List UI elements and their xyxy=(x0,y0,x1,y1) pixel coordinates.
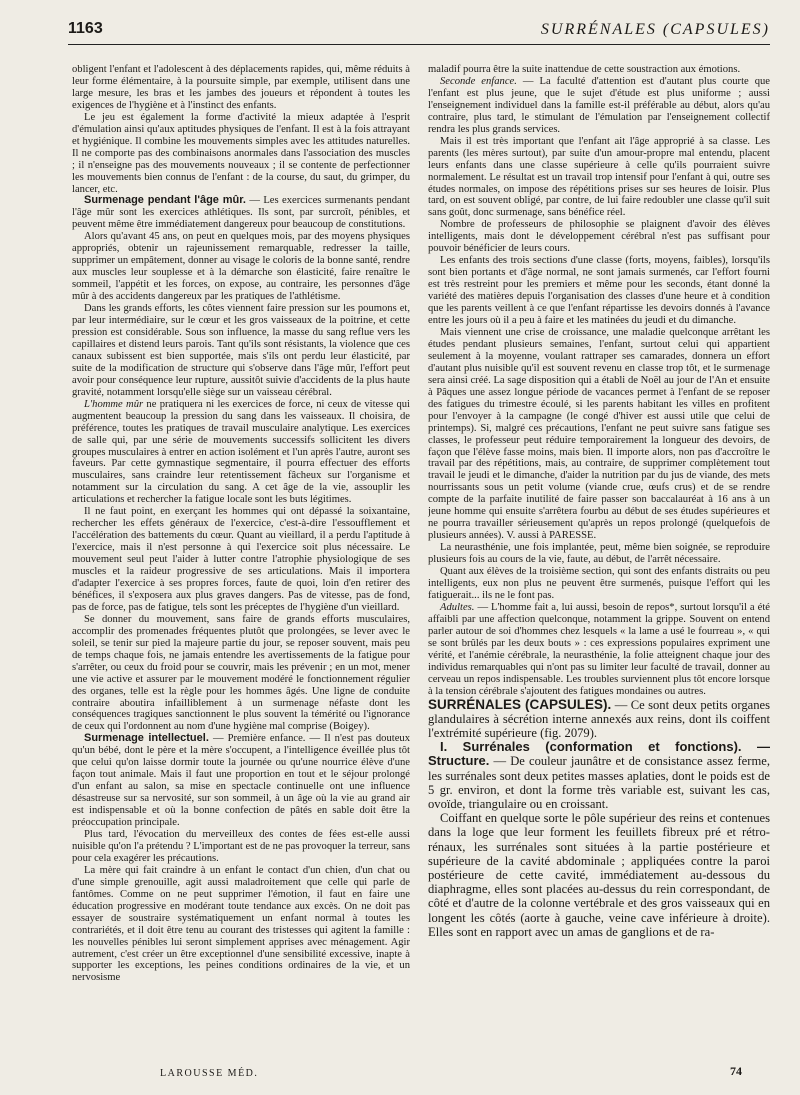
paragraph xyxy=(428,542,770,566)
paragraph-text: ne pratiquera ni les exercices de force, ni ceux de vitesse qui augmentent beaucoup la pression du sang dans les vaisseaux. Il choisira, de préférence, toutes les pratiques de travail musculaire analytique. Les exercices de salle qui, par une série de mouvements successifs sollicitent les divers groupes musculaires à entrer en action isolément et l'un après l'autre, auront ses faveurs. Par cette gymnastique segmentaire, il pourra effectuer des efforts musculaires, sans craindre leur retentissement fâcheux sur l'organisme et notamment sur la circulation du sang. A cet âge de la vie, assouplir les articulations et rechercher la fatigue locale sont les buts légitimes. xyxy=(72,398,410,506)
paragraph xyxy=(72,506,410,614)
paragraph-text: Plus tard, l'évocation du merveilleux des contes de fées est-elle aussi nuisible qu'on l'a prétendu ? L'important est de ne pas provoquer la terreur, sans pour cela exagérer les précautions. xyxy=(72,829,410,864)
paragraph xyxy=(72,829,410,865)
paragraph-text: Alors qu'avant 45 ans, on peut en quelques mois, par des moyens physiques appropriés, obtenir un rajeunissement remarquable, redresser la taille, supprimer un empâtement, donner au visage le coloris de la bonne santé, rendre aux muscles leur souplesse et à la démarche son élasticité, faire renaître le sommeil, l'appétit et les forces, on expose, au contraire, les personnes d'âge mûr à des accidents dangereux par les pratiques de l'athlétisme. xyxy=(72,231,410,303)
paragraph-text: La neurasthénie, une fois implantée, peut, même bien soignée, se reproduire plusieurs fois au cours de la vie, faute, au début, de l'arrêt nécessaire. xyxy=(428,542,770,566)
paragraph-heading: Surmenage pendant l'âge mûr. xyxy=(84,194,246,207)
paragraph-text: — L'homme fait a, lui aussi, besoin de repos*, surtout lorsqu'il a été affaibli par une affection quelconque, notamment la grippe. Souvent on entend parler autour de soi d'hommes chez lesquels « la lame a usé le fourreau », « qui se sont brûlés par les deux bouts » : ces expressions populaires expriment une vérité, et l'anémie cérébrale, la neurasthénie, la folie atteignent chaque jour des individus remarquables qui n'ont pas su limiter leur faculté de travail, donner au cerveau un repos indispensable. Les troubles surviennent plus tôt encore lorsque à la tension cérébrale s'ajoutent des fatigues mondaines ou autres. xyxy=(428,601,770,697)
paragraph xyxy=(72,399,410,507)
paragraph xyxy=(72,195,410,231)
paragraph-text: Dans les grands efforts, les côtes viennent faire pression sur les poumons et, par leur intermédiaire, sur le cœur et les gros vaisseaux de la poitrine, et cette pression est considérable. Sous son influence, la masse du sang reflue vers les capillaires et distend leurs parois. Tant qu'ils sont résistants, la violence que ces canaux subissent est bien supportée, mais s'ils ont perdu leur élasticité, par suite de la modification de structure qui s'observe dans l'âge mûr, l'effort peut avoir pour conséquence leur rupture, aussitôt suivie d'accidents de la plus haute gravité, notamment lorsqu'elle siège sur un vaisseau cérébral. xyxy=(72,303,410,398)
running-title: SURRÉNALES (CAPSULES) xyxy=(540,21,770,38)
paragraph xyxy=(72,733,410,829)
paragraph-text: Nombre de professeurs de philosophie se plaignent d'avoir des élèves intelligents, mais dont le développement cérébral n'est pas suffisant pour pouvoir bénéficier de leurs cours. xyxy=(428,219,770,255)
paragraph-text: — De couleur jaunâtre et de consistance assez ferme, les surrénales sont deux petites masses aplaties, dont le poids est de 5 gr. environ, et dont la forme très variable est, suivant les cas, ovoïde, triangulaire ou en croissant. xyxy=(428,754,770,811)
paragraph xyxy=(72,112,410,196)
paragraph xyxy=(72,303,410,399)
paragraph-text: Mais viennent une crise de croissance, une maladie quelconque arrêtant les études pendant plusieurs semaines, l'enfant, surtout celui qui appartient seulement à la moyenne, voulant rattraper ses camarades, donnera un effort d'autant plus nuisible qu'il est souvent revenu en classe trop tôt, et le surmenage sera ainsi créé. La sage disposition qui a établi de Noël au jour de l'An et ensuite à Pâques une assez longue période de vacances permet à l'enfant de se reposer des fatigues du trimestre écoulé, si les parents habitant les villes en profitent pour l'envoyer à la campagne (le congé d'hiver est aussi utile que celui de printemps). Si, malgré ces précautions, l'enfant ne peut suivre sans fatigue ses classes, le professeur peut réduire temporairement la longueur des devoirs, de façon que l'élève fasse moins, mais bien. Il importe alors, non pas d'accroître le travail par des répétitions, mais, au contraire, de supprimer complètement tout travail le jeudi et le dimanche, d'aider la nutrition par du jus de viande, des mets nourrissants sous un petit volume (viande crue, œufs crus) et de se rendre compte de la parfaite inutilité de faire passer son baccalauréat à 16 ans à un jeune homme qui ensuite s'arrêtera fourbu au début de ses études supérieures et ne pourra travailler sérieusement qu'après un repos prolongé (quelquefois de plusieurs années). V. aussi à PARESSE. xyxy=(428,326,770,542)
entry-headword: SURRÉNALES (CAPSULES). xyxy=(428,696,612,712)
paragraph xyxy=(428,219,770,255)
paragraph-text: maladif pourra être la suite inattendue de cette soustraction aux émotions. xyxy=(428,64,741,75)
paragraph xyxy=(428,740,770,811)
paragraph xyxy=(428,566,770,602)
paragraph xyxy=(428,255,770,327)
paragraph-heading: I. Surrénales (conformation et fonctions). — Structure. xyxy=(428,739,770,769)
italic-lead: L'homme mûr xyxy=(84,398,144,410)
paragraph-text: — Première enfance. — Il n'est pas douteux qu'un bébé, dont le père et la mère s'occupent, a l'intelligence éveillée plus tôt que celui qu'on laisse dormir toute la journée ou qu'une nourrice élève d'une façon tout animale. Mais il faut une proportion en tout et le séjour prolongé d'un enfant au salon, sa mise en spectacle continuelle ont une influence désastreuse sur sa nervosité, sur son sommeil, à un âge où la vie au grand air est indispensable et où la bonne confection de pâtés en sable doit être la préoccupation principale. xyxy=(72,733,410,829)
left-column xyxy=(72,64,410,1039)
paragraph-text: Se donner du mouvement, sans faire de grands efforts musculaires, accomplir des promenades fréquentes plutôt que prolongées, se lever avec le soleil, se tenir sur pied la majeure partie du jour, se reposer souvent, mais peu de temps chaque fois, ne jamais entendre les avertissements de la fatigue pour s'arrêter, ou ceux du froid pour se couvrir, mais les prévenir ; en un mot, mener une vie active et assurer par le mouvement modéré le fonctionnement régulier des organes, telle est la règle pour les hommes âgés. Une ligne de conduite contraire aboutira infailliblement à un surmenage néfaste dont les conséquences tragiques sanctionnent le plus souvent la témérité ou l'ignorance de ceux qui l'ordonnent au nom d'une hygiène mal comprise (Boigey). xyxy=(72,613,410,733)
footer-sheet-number: 74 xyxy=(730,1064,742,1078)
paragraph-text: — La faculté d'attention est d'autant plus courte que l'enfant est plus jeune, que le sujet d'étude est plus uniforme ; aussi l'enseignement individuel dans la famille est-il préférable au début, alors qu'au contraire, plus tard, le stimulant de l'émulation par l'enseignement collectif rendra les plus grands services. xyxy=(428,75,770,135)
paragraph-text: — Ce sont deux petits organes glandulaires à sécrétion interne annexés aux reins, dont ils coiffent l'extrémité supérieure (fig. 2079). xyxy=(428,697,770,740)
paragraph xyxy=(72,614,410,734)
footer-publisher: LAROUSSE MÉD. xyxy=(160,1068,259,1079)
paragraph-text: La mère qui fait craindre à un enfant le contact d'un chien, d'un chat ou d'une simple grenouille, agit aussi maladroitement que celle qui parle de fantômes. Comme on ne peut supprimer l'émotion, il faut en faire une éducation progressive en modérant toute tendance aux excès. On ne doit pas essayer de soustraire systématiquement un enfant normal à toutes les contrariétés, et il doit être tenu au courant des tristesses qui agitent la famille : les nouvelles pénibles lui seront simplement apprises avec ménagement. Agir autrement, c'est créer un être exceptionnel d'une sensibilité excessive, inapte à supporter les exceptions, les peines conditions ordinaires de la vie, et un nervosisme xyxy=(72,864,410,984)
page-number: 1163 xyxy=(68,20,103,37)
paragraph-text: Quant aux élèves de la troisième section, qui sont des enfants distraits ou peu intelligents, eux non plus ne peuvent être surmenés, puisque l'effort qui les fatiguerait... ils ne le font pas. xyxy=(428,566,770,601)
paragraph xyxy=(72,865,410,985)
paragraph xyxy=(72,231,410,303)
entry-paragraph xyxy=(428,698,770,741)
paragraph xyxy=(428,327,770,542)
paragraph xyxy=(428,64,770,76)
paragraph-text: obligent l'enfant et l'adolescent à des déplacements rapides, qui, même réduits à leur forme élémentaire, à la poursuite simple, par exemple, utilisent dans une large mesure, les bras et les jambes des joueurs et répondent à toutes les exigences de l'hygiène et à l'instinct des enfants. xyxy=(72,64,410,111)
italic-lead: Adultes. xyxy=(440,601,475,613)
paragraph-text: Les enfants des trois sections d'une classe (forts, moyens, faibles), lorsqu'ils sont bien portants et d'âge normal, ne sont jamais surmenés, car l'effort fourni est très restreint pour les premiers et même pour les seconds, étant donné la variété des matières depuis l'organisation des classes d'une heure et à condition que les parents veillent à ce que l'enfant répartisse les devoirs donnés à l'avance entre les jours où il a peu à faire et les matinées du jeudi et du dimanche. xyxy=(428,255,770,327)
paragraph xyxy=(428,811,770,939)
paragraph-text: — Les exercices surmenants pendant l'âge mûr sont les exercices athlétiques. Ils sont, par surcroît, pénibles, et peuvent même être immédiatement dangereux pour beaucoup de constitutions. xyxy=(72,195,410,231)
paragraph-text: Il ne faut point, en exerçant les hommes qui ont dépassé la soixantaine, rechercher les effets généraux de l'exercice, c'est-à-dire l'essoufflement et l'accélération des battements du cœur. Quant au vieillard, il a perdu l'aptitude à l'exercice, mais il n'est personne à qui l'exercice soit plus nécessaire. Le mouvement seul peut l'aider à lutter contre l'atrophie physiologique de ses muscles et la raideur progressive de ses articulations. Mais il importera d'adapter l'exercice à ses propres forces, faute de quoi, loin d'en retirer des bénéfices, il s'exposera aux plus graves dangers. Pas de vitesse, pas de fond, pas de force, pas de fatigue, tels sont les préceptes de l'hygiène d'un vieillard. xyxy=(72,506,410,613)
paragraph xyxy=(72,64,410,112)
paragraph xyxy=(428,136,770,220)
paragraph-text: Le jeu est également la forme d'activité la mieux adaptée à l'esprit d'émulation ainsi qu'aux aptitudes physiques de l'enfant. Il est à la fois attrayant et hygiénique. Il combine les mouvements simples avec les attitudes naturelles. Il ne comporte pas des combinaisons anormales dans l'association des muscles ; il n'enseigne pas des mouvements nouveaux ; il se contente de perfectionner les mouvements bien connus de l'enfant : de la course, du saut, du grimper, du lancer, etc. xyxy=(72,111,410,195)
paragraph-text: Mais il est très important que l'enfant ait l'âge approprié à sa classe. Les parents (les mères surtout), par suite d'un amour-propre mal entendu, placent leurs enfants dans une classe supérieure à celle qu'ils pourraient suivre normalement. Le résultat est un travail trop intensif pour l'enfant à qui, outre ses études normales, on impose des répétitions prises sur ses heures de loisir. Plus tard, on est souvent obligé, par contre, de lui faire redoubler une classe qu'il suit sans goût, donc surmenage, sans bénéfice réel. xyxy=(428,135,770,219)
paragraph-text: Coiffant en quelque sorte le pôle supérieur des reins et contenues dans la loge que leur forment les feuillets fibreux pré et rétro-rénaux, les surrénales sont situées à la partie postérieure et supérieure de la cavité abdominale ; appliquées contre la paroi postérieure de cette cavité, immédiatement au-dessous du diaphragme, elles sont placées au-dessus du rein correspondant, de côté et d'autre de la colonne vertébrale et des gros vaisseaux qui en longent les côtés (aorte à gauche, veine cave inférieure à droite). Elles sont en rapport avec un amas de ganglions et de ra- xyxy=(428,811,770,939)
paragraph xyxy=(428,76,770,136)
right-column xyxy=(428,64,770,1039)
paragraph xyxy=(428,602,770,698)
italic-lead: Seconde enfance. xyxy=(440,75,517,87)
page-header xyxy=(68,20,770,45)
paragraph-heading: Surmenage intellectuel. xyxy=(84,732,209,745)
